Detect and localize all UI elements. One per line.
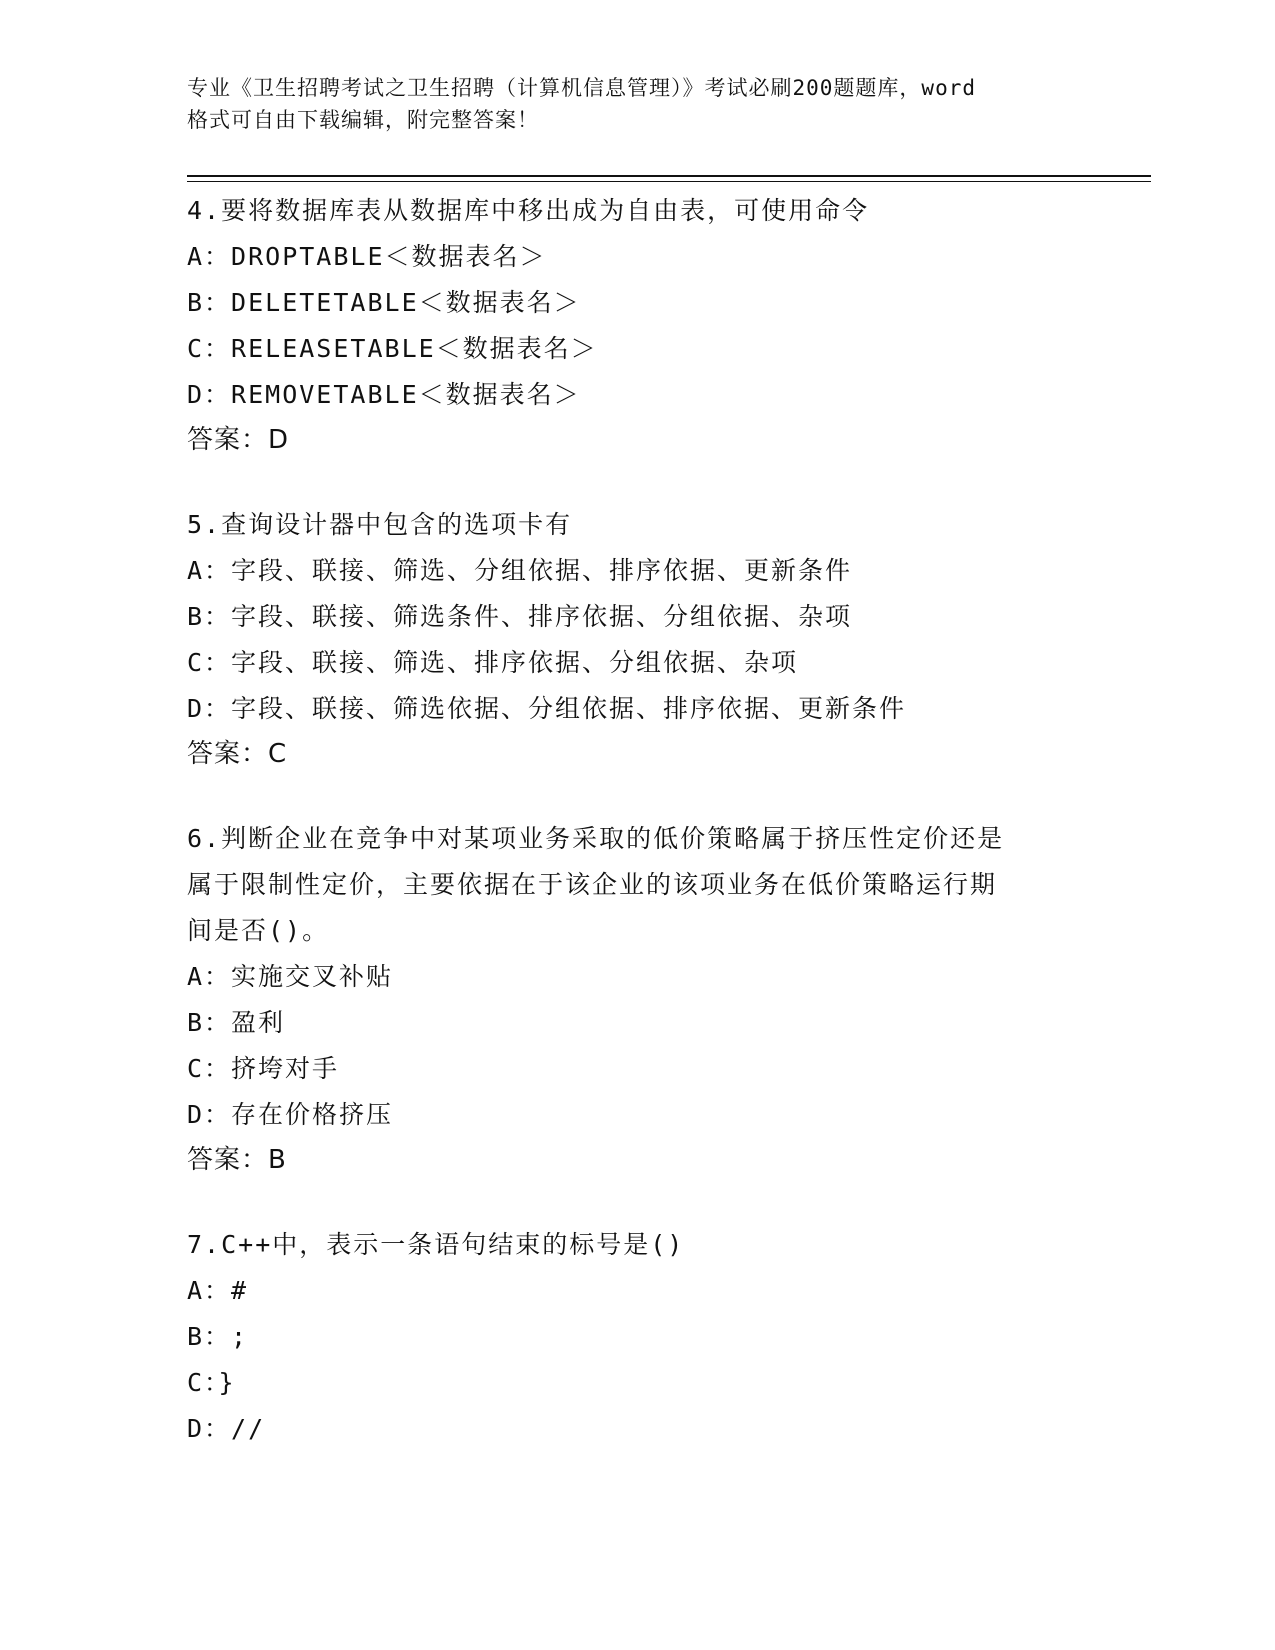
header-line-1: 专业《卫生招聘考试之卫生招聘（计算机信息管理）》考试必刷200题题库，word: [187, 76, 976, 100]
header-line-2: 格式可自由下载编辑，附完整答案！: [187, 108, 539, 132]
answer-label: 答案：C: [187, 739, 288, 769]
answer-label: 答案：D: [187, 425, 290, 455]
document-header: [187, 72, 1087, 136]
question-4: [187, 188, 1087, 462]
question-stem-line-1: 6.判断企业在竞争中对某项业务采取的低价策略属于挤压性定价还是: [187, 824, 1005, 853]
question-stem: 5.查询设计器中包含的选项卡有: [187, 510, 573, 539]
question-stem: 7.C++中，表示一条语句结束的标号是(): [187, 1230, 685, 1259]
question-stem-line-3: 间是否()。: [187, 916, 330, 945]
question-6: [187, 816, 1087, 1182]
question-list: [187, 188, 1087, 1492]
option-d: D：REMOVETABLE＜数据表名＞: [187, 380, 581, 409]
option-b: B：盈利: [187, 1008, 286, 1037]
question-5: [187, 502, 1087, 776]
option-a: A：DROPTABLE＜数据表名＞: [187, 242, 547, 271]
question-stem: 4.要将数据库表从数据库中移出成为自由表，可使用命令: [187, 196, 870, 225]
option-b: B：DELETETABLE＜数据表名＞: [187, 288, 581, 317]
option-a: A：字段、联接、筛选、分组依据、排序依据、更新条件: [187, 556, 853, 585]
option-a: A：#: [187, 1276, 249, 1305]
option-c: C：挤垮对手: [187, 1054, 340, 1083]
option-d: D：字段、联接、筛选依据、分组依据、排序依据、更新条件: [187, 694, 907, 723]
option-c: C：RELEASETABLE＜数据表名＞: [187, 334, 598, 363]
option-b: B：;: [187, 1322, 249, 1351]
option-b: B：字段、联接、筛选条件、排序依据、分组依据、杂项: [187, 602, 853, 631]
option-c: C：字段、联接、筛选、排序依据、分组依据、杂项: [187, 648, 799, 677]
option-d: D：//: [187, 1414, 266, 1443]
question-stem-line-2: 属于限制性定价，主要依据在于该企业的该项业务在低价策略运行期: [187, 870, 998, 899]
option-a: A：实施交叉补贴: [187, 962, 394, 991]
option-c: C：}: [187, 1368, 236, 1397]
answer-label: 答案：B: [187, 1145, 287, 1175]
option-d: D：存在价格挤压: [187, 1100, 394, 1129]
header-rule-thin: [187, 181, 1151, 182]
question-7: [187, 1222, 1087, 1452]
header-rule-thick: [187, 175, 1151, 177]
